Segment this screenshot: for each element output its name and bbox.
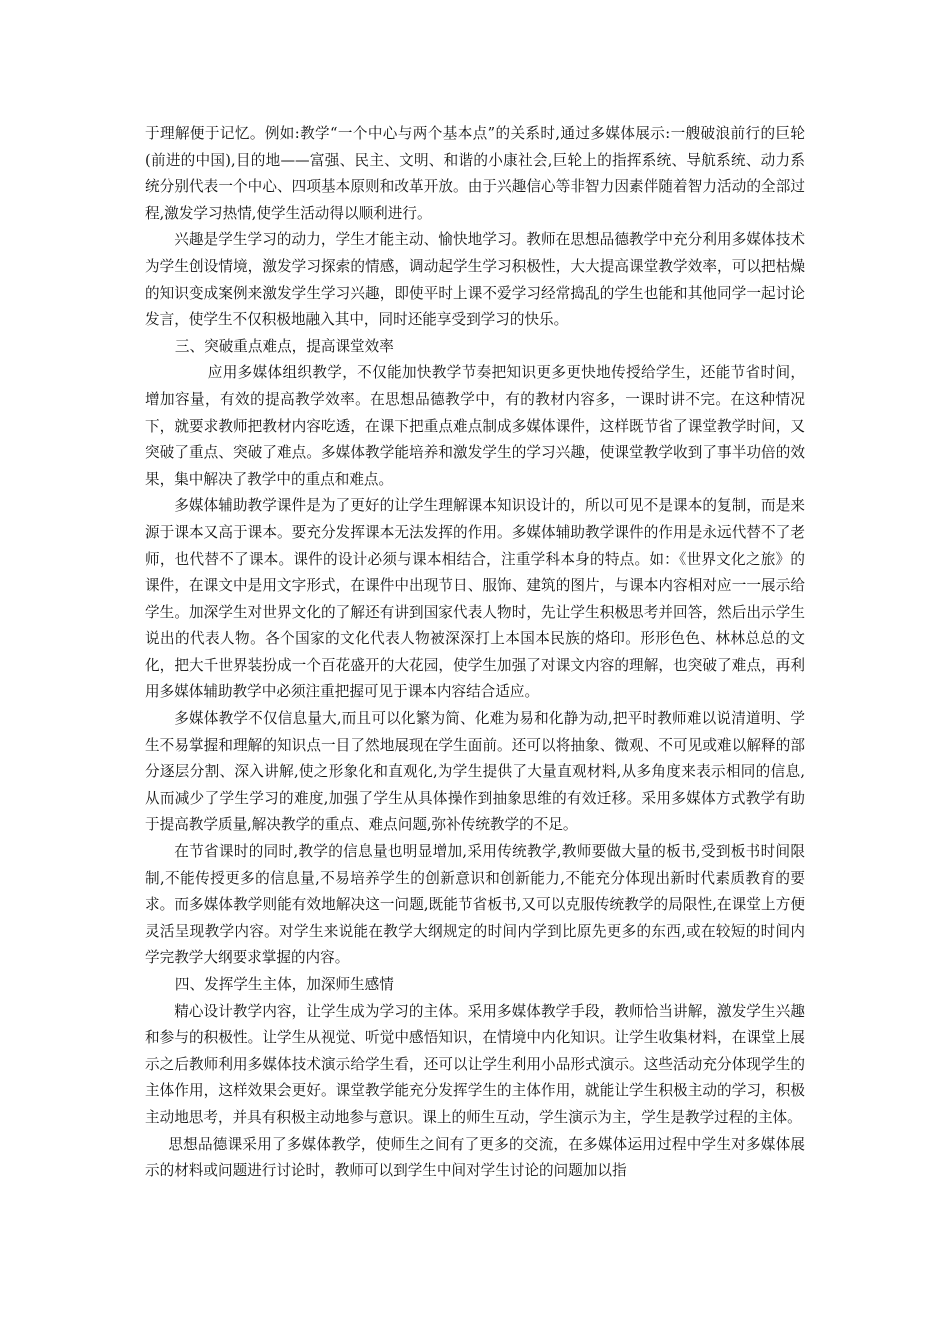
- section-heading-3: 三、突破重点难点，提高课堂效率: [174, 337, 394, 355]
- section-heading-4: 四、发挥学生主体，加深师生感情: [174, 976, 394, 993]
- paragraph-interest: 兴趣是学生学习的动力，学生才能主动、愉快地学习。教师在思想品德教学中充分利用多媒体技术为学生创设情境，激发学习探索的情感，调动起学生学习积极性，大大提高课堂教学效率，可以把枯燥的知识变成案例来激发学生学习兴趣，即使平时上课不爱学习经常捣乱的学生也能和其他同学一起讨论发言，使学生不仅积极地融入其中，同时还能享受到学习的快乐。: [145, 231, 805, 329]
- document-page: [145, 121, 805, 1185]
- paragraph-intro-continued: 于理解便于记忆。例如:教学“一个中心与两个基本点”的关系时,通过多媒体展示:一艘破浪前行的巨轮(前进的中国),目的地——富强、民主、文明、和谐的小康社会,巨轮上的指挥系统、导航系统、动力系统分别代表一个中心、四项基本原则和改革开放。由于兴趣信心等非智力因素伴随着智力活动的全部过程,激发学习热情,使学生活动得以顺利进行。: [145, 125, 805, 222]
- paragraph-efficiency: 应用多媒体组织教学，不仅能加快教学节奏把知识更多更快地传授给学生，还能节省时间，增加容量，有效的提高教学效率。在思想品德教学中，有的教材内容多，一课时讲不完。在这种情况下，就要求教师把教材内容吃透，在课下把重点难点制成多媒体课件，这样既节省了课堂教学时间，又突破了重点、突破了难点。多媒体教学能培养和激发学生的学习兴趣，使课堂教学收到了事半功倍的效果，集中解决了教学中的重点和难点。: [145, 364, 805, 488]
- paragraph-time-saving: 在节省课时的同时,教学的信息量也明显增加,采用传统教学,教师要做大量的板书,受到板书时间限制,不能传授更多的信息量,不易培养学生的创新意识和创新能力,不能充分体现出新时代素质教育的要求。而多媒体教学则能有效地解决这一问题,既能节省板书,又可以克服传统教学的局限性,在课堂上方便灵活呈现教学内容。对学生来说能在教学大纲规定的时间内学到比原先更多的东西,或在较短的时间内学完教学大纲要求掌握的内容。: [145, 843, 805, 967]
- paragraph-information: 多媒体教学不仅信息量大,而且可以化繁为简、化难为易和化静为动,把平时教师难以说清道明、学生不易掌握和理解的知识点一目了然地展现在学生面前。还可以将抽象、微观、不可见或难以解释的部分逐层分割、深入讲解,使之形象化和直观化,为学生提供了大量直观材料,从多角度来表示相同的信息,从而减少了学生学习的难度,加强了学生从具体操作到抽象思维的有效迁移。采用多媒体方式教学有助于提高教学质量,解决教学的重点、难点问题,弥补传统教学的不足。: [145, 710, 805, 834]
- paragraph-courseware: 多媒体辅助教学课件是为了更好的让学生理解课本知识设计的，所以可见不是课本的复制，而是来源于课本又高于课本。要充分发挥课本无法发挥的作用。多媒体辅助教学课件的作用是永远代替不了老师，也代替不了课本。课件的设计必须与课本相结合，注重学科本身的特点。如：《世界文化之旅》的课件，在课文中是用文字形式，在课件中出现节日、服饰、建筑的图片，与课本内容相对应一一展示给学生。加深学生对世界文化的了解还有讲到国家代表人物时，先让学生积极思考并回答，然后出示学生说出的代表人物。各个国家的文化代表人物被深深打上本国本民族的烙印。形形色色、林林总总的文化，把大千世界装扮成一个百花盛开的大花园，使学生加强了对课文内容的理解，也突破了难点，再利用多媒体辅助教学中必须注重把握可见于课本内容结合适应。: [145, 497, 805, 701]
- paragraph-student-subject: 精心设计教学内容，让学生成为学习的主体。采用多媒体教学手段，教师恰当讲解，激发学生兴趣和参与的积极性。让学生从视觉、听觉中感悟知识，在情境中内化知识。让学生收集材料，在课堂上展示之后教师利用多媒体技术演示给学生看，还可以让学生利用小品形式演示。这些活动充分体现学生的主体作用，这样效果会更好。课堂教学能充分发挥学生的主体作用，就能让学生积极主动的学习，积极主动地思考，并具有积极主动地参与意识。课上的师生互动，学生演示为主，学生是教学过程的主体。: [145, 1002, 805, 1126]
- paragraph-interaction: 思想品德课采用了多媒体教学，使师生之间有了更多的交流，在多媒体运用过程中学生对多媒体展示的材料或问题进行讨论时，教师可以到学生中间对学生讨论的问题加以指: [145, 1135, 805, 1180]
